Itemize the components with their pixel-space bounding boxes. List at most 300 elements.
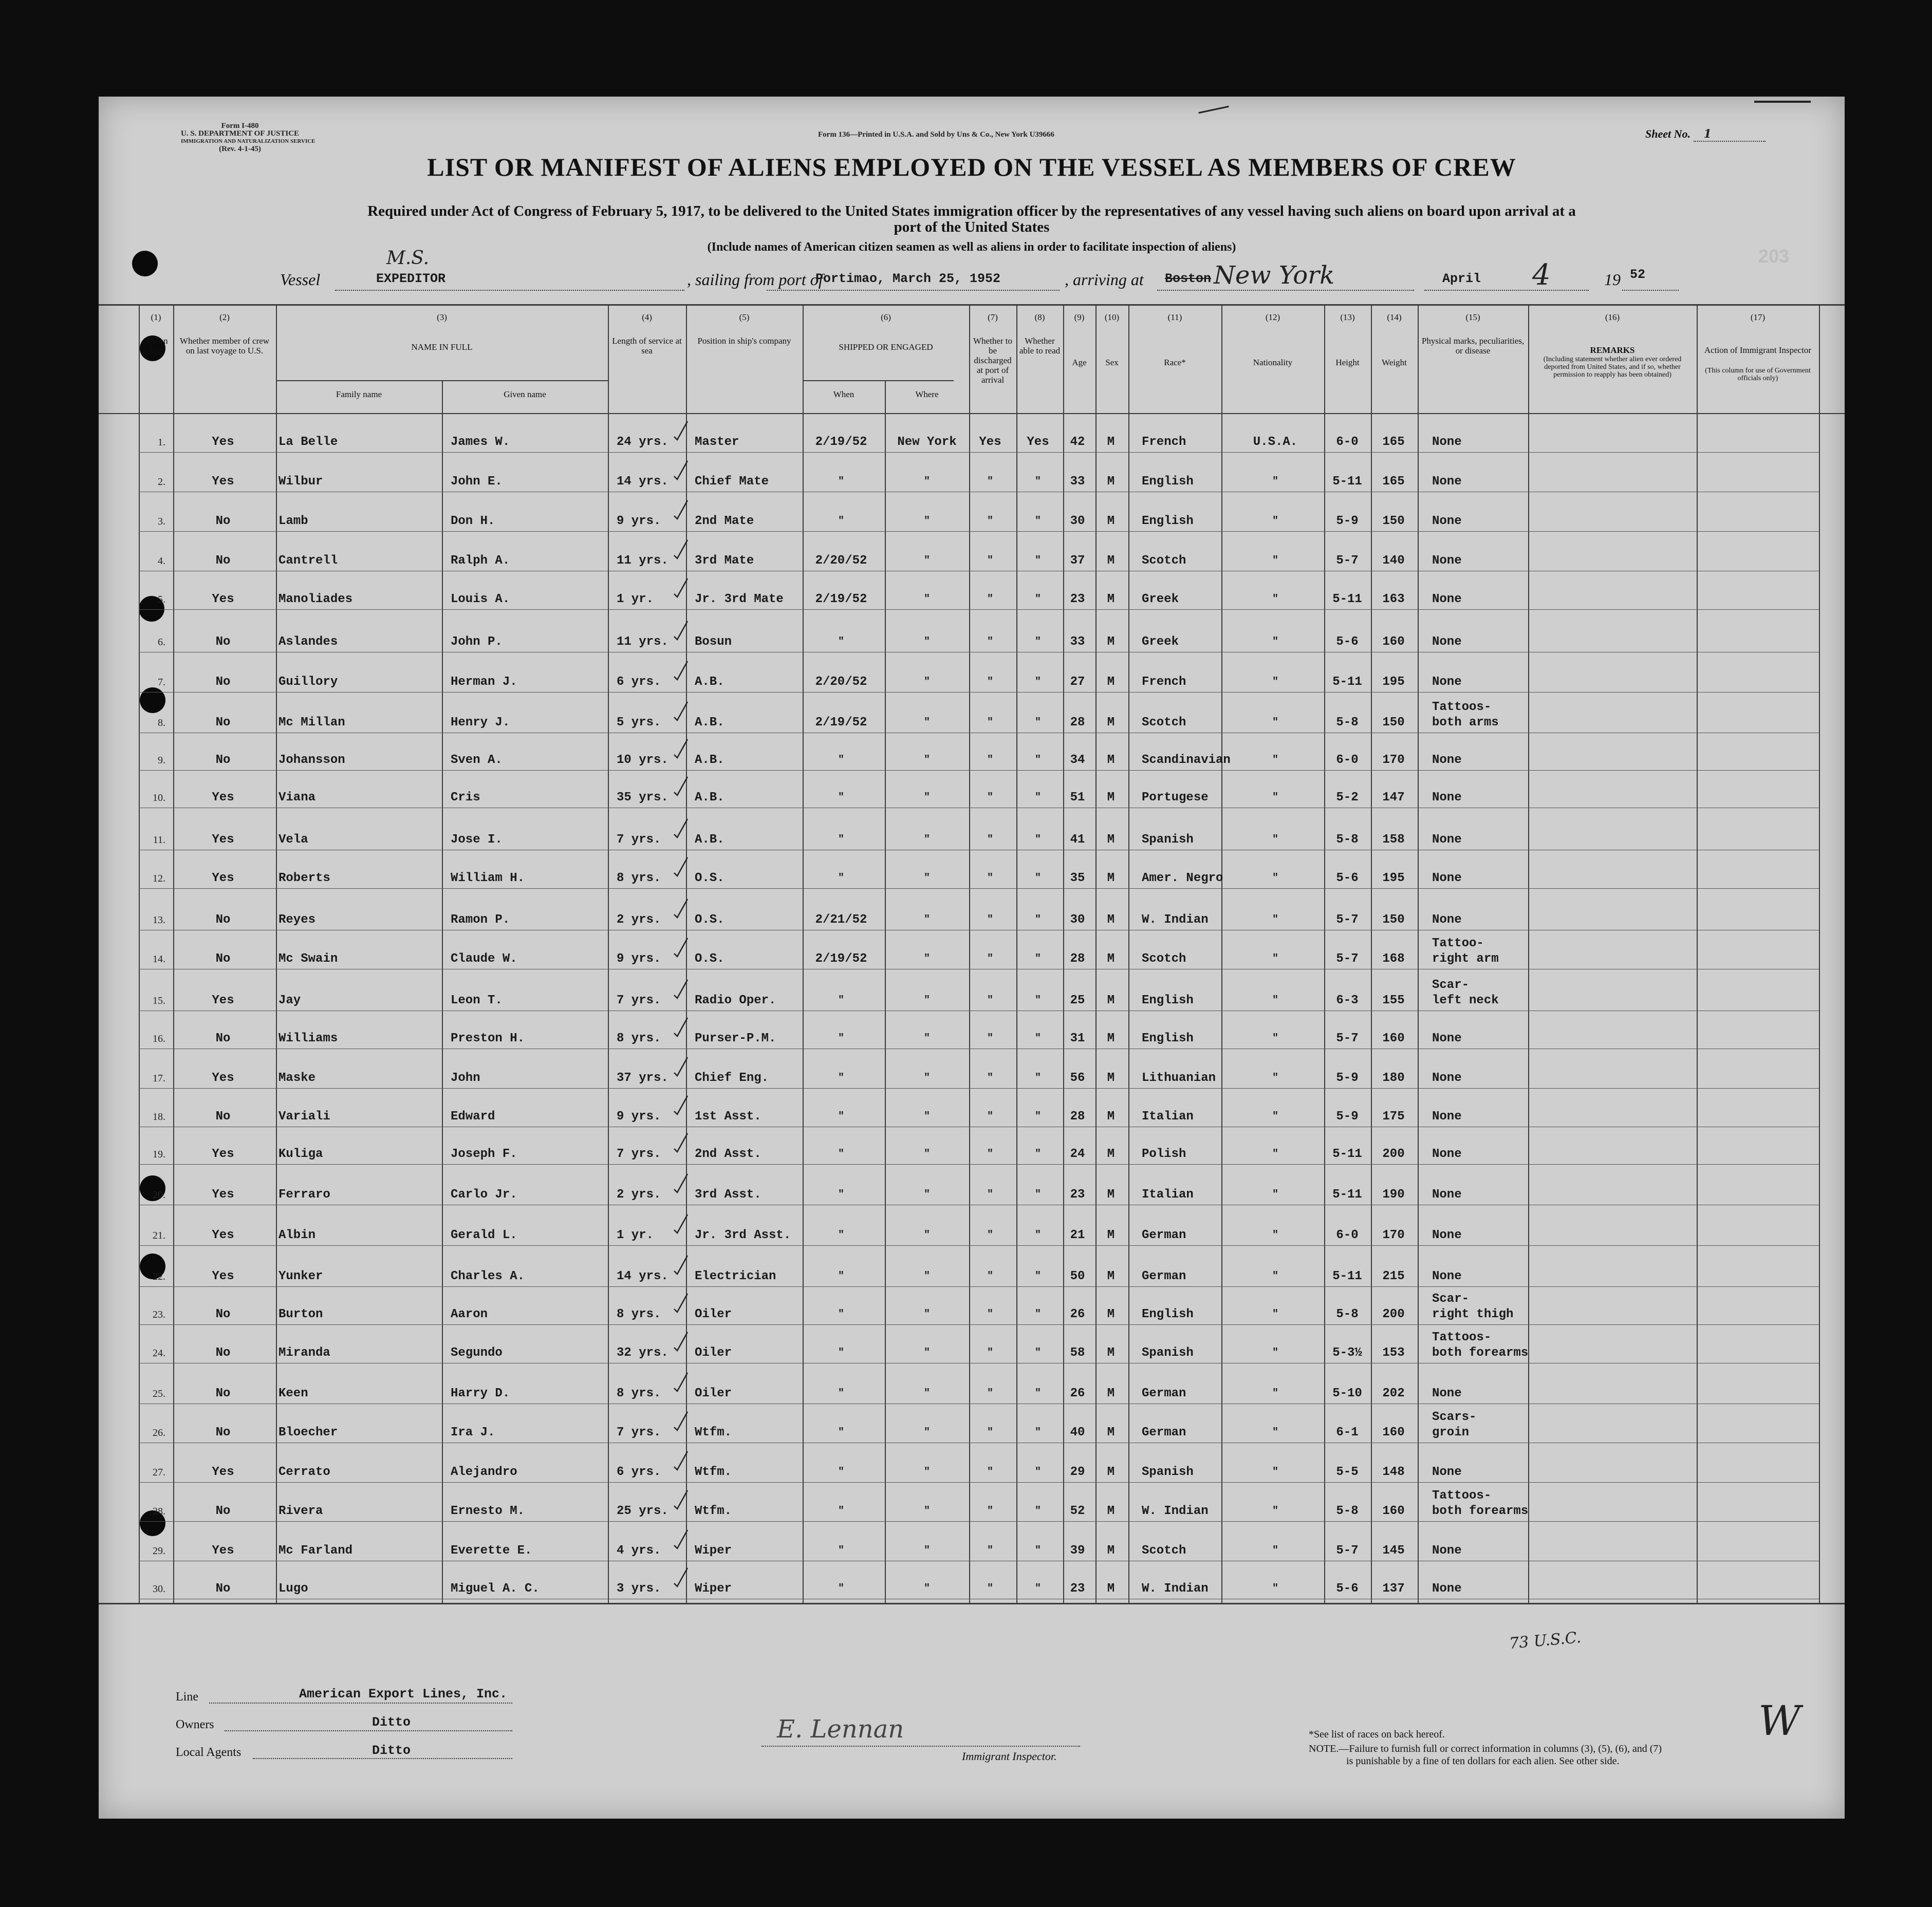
cell-height: 5-7 <box>1336 1544 1359 1558</box>
cell-given: Aaron <box>451 1307 488 1321</box>
cell-race: Spanish <box>1142 1346 1194 1360</box>
table-column-rule <box>608 304 609 1603</box>
cell-height: 5-7 <box>1336 952 1359 966</box>
cell-read: " <box>1034 1033 1041 1044</box>
cell-given: Claude W. <box>451 952 517 966</box>
cell-age: 23 <box>1070 1188 1085 1202</box>
cell-when: 2/20/52 <box>815 554 867 568</box>
cell-when: " <box>838 834 844 846</box>
cell-given: Ralph A. <box>451 554 510 568</box>
cell-sex: M <box>1107 554 1115 568</box>
check-mark-icon <box>673 1056 689 1077</box>
cell-given: Sven A. <box>451 753 503 767</box>
row-number: 18. <box>153 1111 165 1123</box>
check-mark-icon <box>673 420 689 441</box>
cell-read: " <box>1034 872 1041 884</box>
cell-where: " <box>923 953 930 965</box>
check-mark-icon <box>673 1255 689 1275</box>
column-number: (16) <box>1605 312 1620 322</box>
cell-family: Williams <box>278 1032 338 1045</box>
cell-read: " <box>1034 636 1041 648</box>
cell-discharged: " <box>987 515 993 527</box>
cell-service: 37 yrs. <box>617 1071 668 1085</box>
cell-height: 5-11 <box>1332 1269 1362 1283</box>
cell-nationality: " <box>1272 792 1278 803</box>
cell-sex: M <box>1107 435 1115 449</box>
cell-height: 5-6 <box>1336 635 1359 649</box>
cell-discharged: " <box>987 1545 993 1557</box>
cell-family: Variali <box>278 1110 330 1124</box>
cell-marks: None <box>1432 435 1462 449</box>
cell-given: Ira J. <box>451 1426 495 1439</box>
cell-marks-line2: both forearms <box>1432 1504 1529 1518</box>
year-dotline <box>1622 290 1679 291</box>
cell-where: " <box>923 914 930 926</box>
cell-height: 5-11 <box>1332 675 1362 689</box>
cell-position: Wtfm. <box>695 1465 732 1479</box>
cell-weight: 160 <box>1382 1504 1405 1518</box>
check-mark-icon <box>673 620 689 641</box>
column-header: Position in ship's company <box>697 336 791 346</box>
column-number: (8) <box>1034 312 1045 322</box>
cell-nationality: " <box>1272 914 1278 926</box>
cell-when: " <box>838 515 844 527</box>
cell-where: " <box>923 1545 930 1557</box>
cell-when: " <box>838 1347 844 1359</box>
check-mark-icon <box>673 1529 689 1549</box>
cell-read: " <box>1034 1427 1041 1438</box>
cell-nationality: " <box>1272 995 1278 1006</box>
cell-height: 5-7 <box>1336 913 1359 927</box>
cell-family: Lamb <box>278 514 308 528</box>
cell-weight: 140 <box>1382 554 1405 568</box>
table-top-rule <box>99 304 1845 306</box>
table-column-rule <box>885 380 886 1603</box>
cell-sex: M <box>1107 1504 1115 1518</box>
cell-member: No <box>215 753 231 767</box>
cell-where: " <box>923 1427 930 1438</box>
cell-weight: 180 <box>1382 1071 1405 1085</box>
cell-nationality: " <box>1272 1545 1278 1557</box>
cell-weight: 165 <box>1382 435 1405 449</box>
cell-discharged: " <box>987 1111 993 1123</box>
row-number: 8. <box>158 717 165 728</box>
row-rule <box>139 609 1819 610</box>
cell-read: Yes <box>1027 435 1049 449</box>
cell-sex: M <box>1107 675 1115 689</box>
form-number: Form I-480 <box>221 122 259 130</box>
cell-where: " <box>923 1033 930 1044</box>
cell-age: 31 <box>1070 1032 1085 1045</box>
cell-position: O.S. <box>695 913 725 927</box>
cell-read: " <box>1034 1388 1041 1399</box>
cell-read: " <box>1034 1505 1041 1517</box>
cell-where: " <box>923 555 930 567</box>
cell-service: 4 yrs. <box>617 1544 661 1558</box>
cell-family: Reyes <box>278 913 316 927</box>
cell-service: 2 yrs. <box>617 1188 661 1202</box>
cell-where: " <box>923 593 930 605</box>
cell-member: No <box>215 1582 231 1596</box>
check-mark-icon <box>673 898 689 919</box>
cell-nationality: " <box>1272 1270 1278 1282</box>
cell-position: Radio Oper. <box>695 994 776 1007</box>
cell-sex: M <box>1107 913 1115 927</box>
cell-given: Miguel A. C. <box>451 1582 540 1596</box>
cell-age: 40 <box>1070 1426 1085 1439</box>
cell-discharged: " <box>987 1347 993 1359</box>
cell-age: 24 <box>1070 1147 1085 1161</box>
cell-position: Oiler <box>695 1307 732 1321</box>
cell-nationality: " <box>1272 636 1278 648</box>
cell-given: Louis A. <box>451 592 510 606</box>
cell-where: " <box>923 476 930 488</box>
cell-nationality: " <box>1272 1189 1278 1201</box>
row-rule <box>139 1286 1819 1287</box>
row-number: 19. <box>153 1149 165 1160</box>
column-header: Whether member of crew on last voyage to U.S. <box>179 336 270 356</box>
cell-service: 32 yrs. <box>617 1346 668 1360</box>
cell-age: 33 <box>1070 475 1085 489</box>
row-number: 12. <box>153 873 165 884</box>
row-rule <box>139 1164 1819 1165</box>
cell-member: No <box>215 1032 231 1045</box>
cell-read: " <box>1034 1583 1041 1595</box>
cell-marks: None <box>1432 475 1462 489</box>
cell-service: 8 yrs. <box>617 1307 661 1321</box>
sheet-value: 1 <box>1694 127 1766 142</box>
row-number: 16. <box>153 1033 165 1044</box>
row-rule <box>139 1324 1819 1325</box>
cell-race: German <box>1142 1269 1186 1283</box>
column-header: NAME IN FULL <box>411 342 473 352</box>
cell-sex: M <box>1107 952 1115 966</box>
cell-service: 8 yrs. <box>617 1387 661 1400</box>
cell-nationality: " <box>1272 1347 1278 1359</box>
column-number: (6) <box>881 312 891 322</box>
cell-discharged: " <box>987 1308 993 1320</box>
cell-when: " <box>838 1308 844 1320</box>
cell-marks: None <box>1432 1228 1462 1242</box>
check-mark-icon <box>673 776 689 796</box>
check-mark-icon <box>673 1372 689 1392</box>
cell-given: James W. <box>451 435 510 449</box>
sailing-label: , sailing from port of <box>687 270 823 289</box>
row-number: 15. <box>153 995 165 1006</box>
cell-marks: None <box>1432 1110 1462 1124</box>
cell-age: 26 <box>1070 1307 1085 1321</box>
cell-given: Ernesto M. <box>451 1504 525 1518</box>
cell-where: " <box>923 754 930 766</box>
row-number: 14. <box>153 954 165 965</box>
cell-race: Scotch <box>1142 716 1186 730</box>
cell-age: 52 <box>1070 1504 1085 1518</box>
cell-discharged: " <box>987 1229 993 1241</box>
cell-service: 2 yrs. <box>617 913 661 927</box>
cell-race: French <box>1142 435 1186 449</box>
row-number: 22. <box>153 1271 165 1282</box>
cell-marks: Tattoos- <box>1432 700 1492 714</box>
cell-where: " <box>923 1111 930 1123</box>
cell-marks: None <box>1432 554 1462 568</box>
cell-age: 33 <box>1070 635 1085 649</box>
cell-sex: M <box>1107 871 1115 885</box>
cell-family: Yunker <box>278 1269 323 1283</box>
check-mark-icon <box>673 1173 689 1193</box>
cell-discharged: " <box>987 1388 993 1399</box>
row-rule <box>139 1482 1819 1483</box>
cell-sex: M <box>1107 592 1115 606</box>
cell-age: 56 <box>1070 1071 1085 1085</box>
cell-race: Portugese <box>1142 791 1209 805</box>
cell-when: " <box>838 1148 844 1160</box>
cell-age: 28 <box>1070 716 1085 730</box>
cell-age: 21 <box>1070 1228 1085 1242</box>
cell-age: 42 <box>1070 435 1085 449</box>
row-number: 17. <box>153 1073 165 1084</box>
cell-sex: M <box>1107 1465 1115 1479</box>
cell-family: Kuliga <box>278 1147 323 1161</box>
cell-height: 5-6 <box>1336 871 1359 885</box>
cell-weight: 137 <box>1382 1582 1405 1596</box>
cell-race: Scotch <box>1142 554 1186 568</box>
row-number: 7. <box>158 677 165 688</box>
punch-hole <box>132 251 158 276</box>
footer-owners-value: Ditto <box>372 1715 411 1730</box>
cell-discharged: " <box>987 754 993 766</box>
sheet-label: Sheet No. <box>1645 127 1691 140</box>
cell-race: Greek <box>1142 635 1179 649</box>
footer-agents-value: Ditto <box>372 1743 411 1758</box>
cell-family: Viana <box>278 791 316 805</box>
cell-age: 27 <box>1070 675 1085 689</box>
cell-marks: None <box>1432 635 1462 649</box>
table-column-rule <box>1819 304 1820 1603</box>
cell-age: 41 <box>1070 833 1085 847</box>
cell-race: English <box>1142 994 1194 1007</box>
cell-weight: 195 <box>1382 675 1405 689</box>
cell-where: " <box>923 792 930 803</box>
cell-read: " <box>1034 1072 1041 1084</box>
cell-family: Vela <box>278 833 308 847</box>
arriving-label: , arriving at <box>1065 270 1144 289</box>
cell-read: " <box>1034 476 1041 488</box>
cell-member: No <box>215 952 231 966</box>
check-mark-icon <box>673 937 689 958</box>
table-column-rule <box>1697 304 1698 1603</box>
subtitle-line2: port of the United States <box>894 219 1050 235</box>
column-header: REMARKS <box>1590 345 1635 355</box>
cell-weight: 170 <box>1382 1228 1405 1242</box>
cell-nationality: " <box>1272 1148 1278 1160</box>
table-column-rule <box>173 304 174 1603</box>
year-prefix: 19 <box>1604 270 1621 289</box>
cell-age: 30 <box>1070 913 1085 927</box>
cell-nationality: " <box>1272 1308 1278 1320</box>
row-number: 13. <box>153 914 165 926</box>
column-header: Nationality <box>1253 358 1293 367</box>
cell-nationality: " <box>1272 1072 1278 1084</box>
cell-when: " <box>838 1111 844 1123</box>
department-name: U. S. DEPARTMENT OF JUSTICE <box>181 129 300 138</box>
cell-service: 1 yr. <box>617 1228 654 1242</box>
cell-where: " <box>923 1148 930 1160</box>
cell-weight: 150 <box>1382 514 1405 528</box>
cell-nationality: " <box>1272 676 1278 688</box>
sheet-number <box>1645 127 1766 142</box>
column-subheader: (This column for use of Government officials only) <box>1705 367 1811 382</box>
cell-service: 7 yrs. <box>617 1426 661 1439</box>
revision-date: (Rev. 4-1-45) <box>219 145 261 153</box>
cell-race: French <box>1142 675 1186 689</box>
handwritten-mark <box>1198 106 1229 114</box>
cell-marks: Scars- <box>1432 1410 1477 1424</box>
cell-where: " <box>923 1270 930 1282</box>
check-mark-icon <box>673 577 689 598</box>
column-header: Physical marks, peculiarities, or disease <box>1421 336 1525 356</box>
cell-when: 2/19/52 <box>815 716 867 730</box>
cell-service: 14 yrs. <box>617 1269 668 1283</box>
cell-where: " <box>923 995 930 1006</box>
cell-member: Yes <box>212 1465 234 1479</box>
cell-sex: M <box>1107 1110 1115 1124</box>
cell-discharged: " <box>987 1427 993 1438</box>
cell-position: Master <box>695 435 739 449</box>
cell-position: Jr. 3rd Mate <box>695 592 784 606</box>
cell-family: Mc Swain <box>278 952 338 966</box>
cell-position: Chief Eng. <box>695 1071 769 1085</box>
column-number: (14) <box>1387 312 1402 322</box>
column-header: SHIPPED OR ENGAGED <box>839 342 933 352</box>
column-header: Length of service at sea <box>612 336 682 356</box>
cell-marks-line2: left neck <box>1432 994 1499 1007</box>
cell-when: " <box>838 1388 844 1399</box>
cell-when: 2/19/52 <box>815 952 867 966</box>
cell-position: Purser-P.M. <box>695 1032 776 1045</box>
cell-service: 10 yrs. <box>617 753 668 767</box>
cell-sex: M <box>1107 1269 1115 1283</box>
cell-position: A.B. <box>695 753 725 767</box>
cell-discharged: " <box>987 1505 993 1517</box>
cell-weight: 175 <box>1382 1110 1405 1124</box>
column-number: (4) <box>642 312 652 322</box>
cell-marks: None <box>1432 1147 1462 1161</box>
cell-where: " <box>923 1072 930 1084</box>
cell-weight: 158 <box>1382 833 1405 847</box>
cell-nationality: " <box>1272 1427 1278 1438</box>
cell-sex: M <box>1107 1544 1115 1558</box>
cell-race: English <box>1142 1307 1194 1321</box>
cell-given: Gerald L. <box>451 1228 517 1242</box>
column-header: Whether to be discharged at port of arrival <box>973 336 1012 385</box>
cell-discharged: " <box>987 914 993 926</box>
year-suffix: 52 <box>1630 267 1646 282</box>
row-rule <box>139 888 1819 889</box>
cell-read: " <box>1034 834 1041 846</box>
cell-position: 2nd Mate <box>695 514 754 528</box>
cell-read: " <box>1034 1545 1041 1557</box>
cell-marks: Tattoos- <box>1432 1331 1492 1344</box>
cell-family: Rivera <box>278 1504 323 1518</box>
cell-service: 1 yr. <box>617 592 654 606</box>
column-number: (13) <box>1340 312 1355 322</box>
cell-member: Yes <box>212 1188 234 1202</box>
cell-height: 5-8 <box>1336 1504 1359 1518</box>
cell-nationality: " <box>1272 1388 1278 1399</box>
cell-weight: 195 <box>1382 871 1405 885</box>
form-id-block <box>181 122 315 153</box>
cell-member: Yes <box>212 1147 234 1161</box>
cell-when: " <box>838 1545 844 1557</box>
cell-sex: M <box>1107 791 1115 805</box>
cell-nationality: " <box>1272 754 1278 766</box>
cell-service: 6 yrs. <box>617 675 661 689</box>
cell-where: " <box>923 834 930 846</box>
cell-race: German <box>1142 1228 1186 1242</box>
cell-given: Don H. <box>451 514 495 528</box>
column-header: Action of Immigrant Inspector <box>1704 345 1812 355</box>
cell-age: 25 <box>1070 994 1085 1007</box>
column-number: (9) <box>1074 312 1085 322</box>
cell-where: " <box>923 1229 930 1241</box>
check-mark-icon <box>673 1331 689 1352</box>
column-subheader: Where <box>915 389 939 399</box>
cell-service: 25 yrs. <box>617 1504 668 1518</box>
cell-given: Preston H. <box>451 1032 525 1045</box>
check-mark-icon <box>673 1450 689 1471</box>
cell-family: Albin <box>278 1228 316 1242</box>
column-header: No. on list <box>144 336 168 356</box>
cell-when: 2/20/52 <box>815 675 867 689</box>
cell-height: 5-7 <box>1336 1032 1359 1045</box>
cell-given: Herman J. <box>451 675 517 689</box>
cell-height: 5-3½ <box>1332 1346 1362 1360</box>
cell-where: " <box>923 1347 930 1359</box>
cell-weight: 160 <box>1382 635 1405 649</box>
cell-given: John E. <box>451 475 503 489</box>
handwritten-dash <box>1754 101 1811 103</box>
cell-discharged: " <box>987 1033 993 1044</box>
row-number: 11. <box>153 834 165 846</box>
footer-line-label: Line <box>176 1690 198 1704</box>
cell-member: No <box>215 675 231 689</box>
cell-marks: None <box>1432 592 1462 606</box>
cell-discharged: Yes <box>979 435 1001 449</box>
check-mark-icon <box>673 1132 689 1153</box>
cell-member: No <box>215 913 231 927</box>
cell-race: Italian <box>1142 1188 1194 1202</box>
cell-read: " <box>1034 1466 1041 1478</box>
vessel-label: Vessel <box>280 270 321 289</box>
cell-given: Henry J. <box>451 716 510 730</box>
cell-position: 2nd Asst. <box>695 1147 761 1161</box>
cell-height: 5-9 <box>1336 514 1359 528</box>
cell-marks: None <box>1432 1269 1462 1283</box>
column-header: Weight <box>1382 358 1407 367</box>
cell-race: W. Indian <box>1142 1504 1209 1518</box>
row-rule <box>139 692 1819 693</box>
cell-service: 8 yrs. <box>617 1032 661 1045</box>
check-mark-icon <box>673 1017 689 1037</box>
column-subheader: Given name <box>504 389 546 399</box>
column-header: Age <box>1072 358 1087 367</box>
arriving-port: New York <box>1214 261 1335 290</box>
row-number: 29. <box>153 1545 165 1557</box>
cell-marks: None <box>1432 675 1462 689</box>
fine-note-line1: NOTE.—Failure to furnish full or correct information in columns (3), (5), (6), and (7) <box>1309 1743 1662 1754</box>
row-number: 1. <box>158 437 165 448</box>
cell-discharged: " <box>987 1270 993 1282</box>
